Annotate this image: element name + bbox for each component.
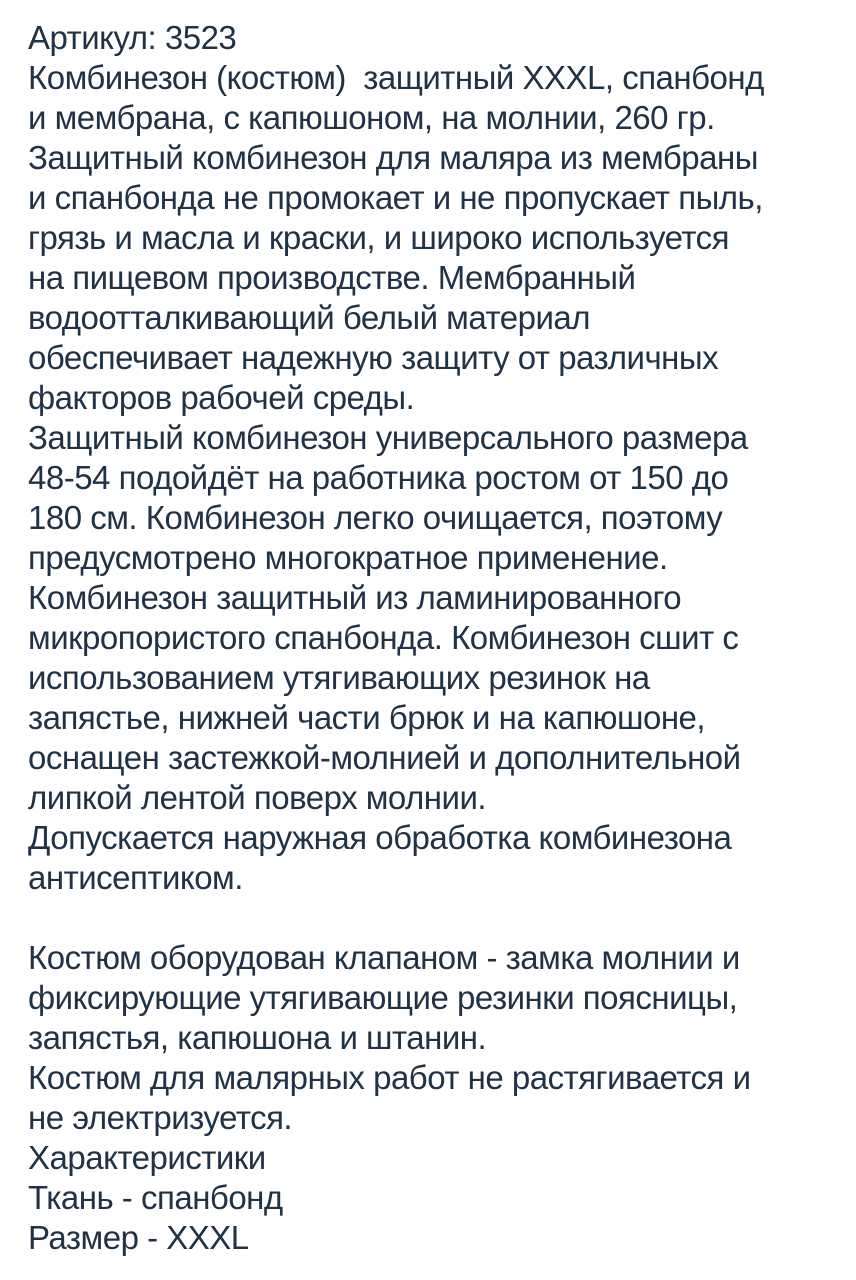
description-line: запястья, капюшона и штанин. bbox=[28, 1019, 487, 1056]
product-description bbox=[28, 18, 842, 1258]
blank-line bbox=[28, 898, 842, 938]
description-line: липкой лентой поверх молнии. bbox=[28, 779, 487, 816]
description-line: Защитный комбинезон для маляра из мембраны bbox=[28, 139, 758, 176]
characteristics-heading: Характеристики bbox=[28, 1139, 266, 1176]
description-line: обеспечивает надежную защиту от различных bbox=[28, 339, 719, 376]
description-line: Костюм оборудован клапаном - замка молнии и bbox=[28, 939, 740, 976]
description-line: фиксирующие утягивающие резинки поясницы, bbox=[28, 979, 738, 1016]
fabric-line: Ткань - спанбонд bbox=[28, 1179, 283, 1216]
description-line: 180 см. Комбинезон легко очищается, поэтому bbox=[28, 499, 723, 536]
description-line: антисептиком. bbox=[28, 859, 243, 896]
description-line: Допускается наружная обработка комбинезона bbox=[28, 819, 732, 856]
description-line: и мембрана, с капюшоном, на молнии, 260 гр. bbox=[28, 99, 715, 136]
description-line: грязь и масла и краски, и широко используется bbox=[28, 219, 729, 256]
description-line: микропористого спанбонда. Комбинезон сшит с bbox=[28, 619, 739, 656]
description-line: запястье, нижней части брюк и на капюшоне, bbox=[28, 699, 706, 736]
description-line: на пищевом производстве. Мембранный bbox=[28, 259, 636, 296]
description-line: Комбинезон (костюм) защитный XXXL, спанбонд bbox=[28, 59, 764, 96]
description-line: использованием утягивающих резинок на bbox=[28, 659, 650, 696]
description-line: оснащен застежкой-молнией и дополнительной bbox=[28, 739, 741, 776]
description-line: Комбинезон защитный из ламинированного bbox=[28, 579, 682, 616]
description-line: Защитный комбинезон универсального размера bbox=[28, 419, 748, 456]
description-line: и спанбонда не промокает и не пропускает пыль, bbox=[28, 179, 763, 216]
article-line: Артикул: 3523 bbox=[28, 19, 237, 56]
description-line: предусмотрено многократное применение. bbox=[28, 539, 668, 576]
description-line: Костюм для малярных работ не растягивается и bbox=[28, 1059, 751, 1096]
description-line: водоотталкивающий белый материал bbox=[28, 299, 590, 336]
description-line: не электризуется. bbox=[28, 1099, 293, 1136]
description-line: факторов рабочей среды. bbox=[28, 379, 415, 416]
size-line: Размер - XXXL bbox=[28, 1219, 249, 1256]
description-line: 48-54 подойдёт на работника ростом от 150 до bbox=[28, 459, 729, 496]
